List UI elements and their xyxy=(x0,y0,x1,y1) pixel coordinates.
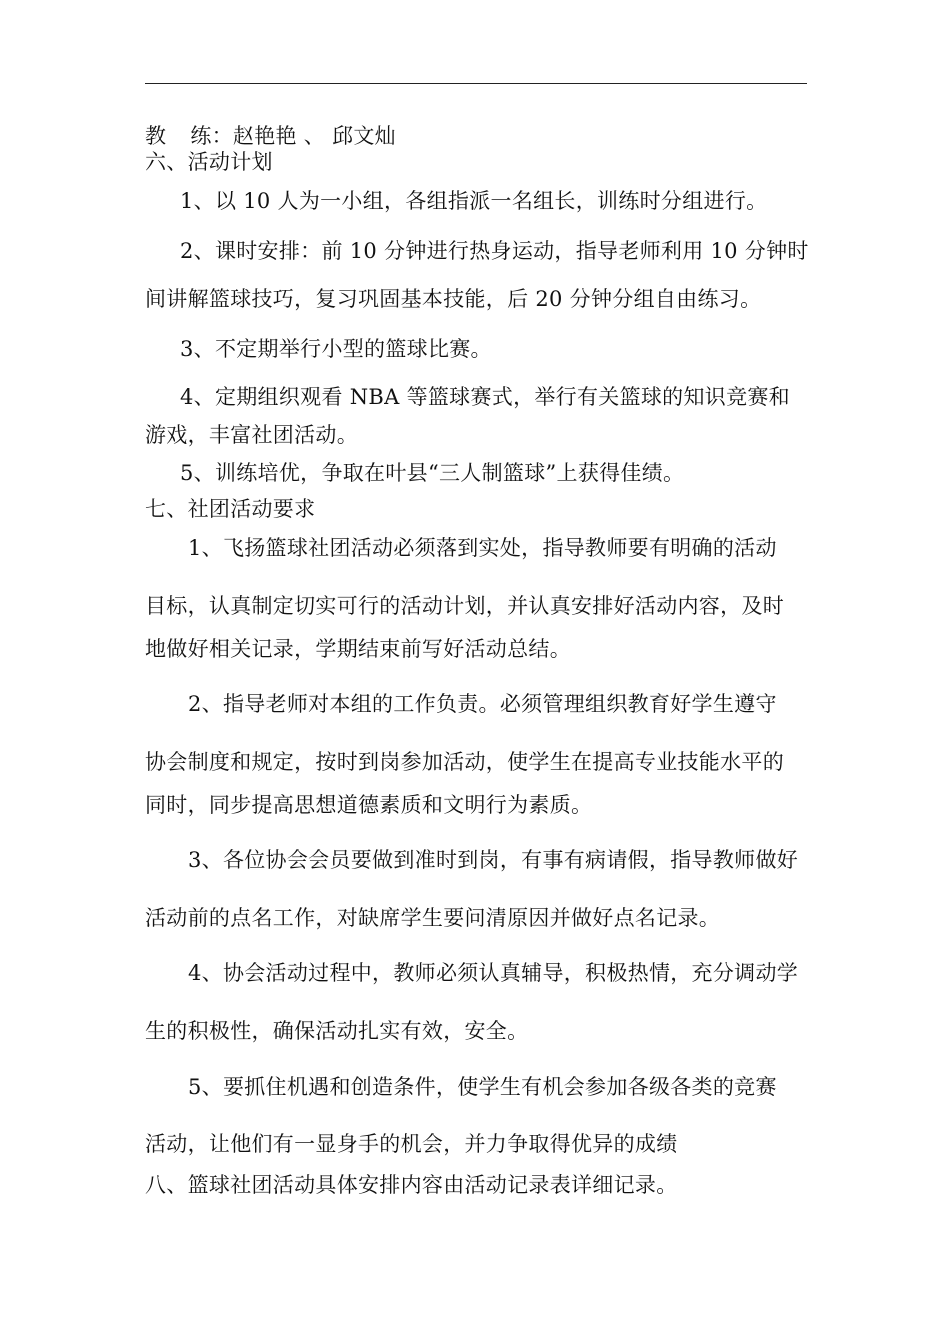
section7-line-11: 5、要抓住机遇和创造条件，使学生有机会参加各级各类的竞赛 xyxy=(188,1075,777,1099)
section7-line-2: 目标，认真制定切实可行的活动计划，并认真安排好活动内容，及时 xyxy=(145,594,784,618)
section7-line-8: 活动前的点名工作，对缺席学生要问清原因并做好点名记录。 xyxy=(145,906,721,930)
coach-names: 练：赵艳艳 、 邱文灿 xyxy=(190,124,396,148)
section7-line-5: 协会制度和规定，按时到岗参加活动，使学生在提高专业技能水平的 xyxy=(145,750,784,774)
section6-heading: 六、活动计划 xyxy=(145,150,273,174)
section7-line-1: 1、飞扬篮球社团活动必须落到实处，指导教师要有明确的活动 xyxy=(188,536,777,560)
section6-item-1: 1、以 10 人为一小组，各组指派一名组长，训练时分组进行。 xyxy=(180,189,768,213)
coach-label-1: 教 xyxy=(145,124,167,148)
section6-item-4b: 游戏，丰富社团活动。 xyxy=(145,423,358,447)
section8-heading: 八、篮球社团活动具体安排内容由活动记录表详细记录。 xyxy=(145,1173,678,1197)
section7-line-12: 活动，让他们有一显身手的机会，并力争取得优异的成绩 xyxy=(145,1132,678,1156)
section7-line-3: 地做好相关记录，学期结束前写好活动总结。 xyxy=(145,637,571,661)
section6-item-5: 5、训练培优，争取在叶县“三人制篮球”上获得佳绩。 xyxy=(180,461,685,485)
section7-line-6: 同时，同步提高思想道德素质和文明行为素质。 xyxy=(145,793,593,817)
coach-line xyxy=(145,122,815,150)
header-rule xyxy=(145,83,807,84)
section6-item-2a: 2、课时安排：前 10 分钟进行热身运动，指导老师利用 10 分钟时 xyxy=(180,239,809,263)
section7-line-9: 4、协会活动过程中，教师必须认真辅导，积极热情，充分调动学 xyxy=(188,961,799,985)
section7-line-7: 3、各位协会会员要做到准时到岗，有事有病请假，指导教师做好 xyxy=(188,848,799,872)
section6-item-2b: 间讲解篮球技巧，复习巩固基本技能，后 20 分钟分组自由练习。 xyxy=(145,287,762,311)
section6-item-3: 3、不定期举行小型的篮球比赛。 xyxy=(180,337,492,361)
section7-heading: 七、社团活动要求 xyxy=(145,497,316,521)
section7-line-4: 2、指导老师对本组的工作负责。必须管理组织教育好学生遵守 xyxy=(188,692,777,716)
section7-line-10: 生的积极性，确保活动扎实有效，安全。 xyxy=(145,1019,529,1043)
section6-item-4a: 4、定期组织观看 NBA 等篮球赛式，举行有关篮球的知识竞赛和 xyxy=(180,385,790,409)
